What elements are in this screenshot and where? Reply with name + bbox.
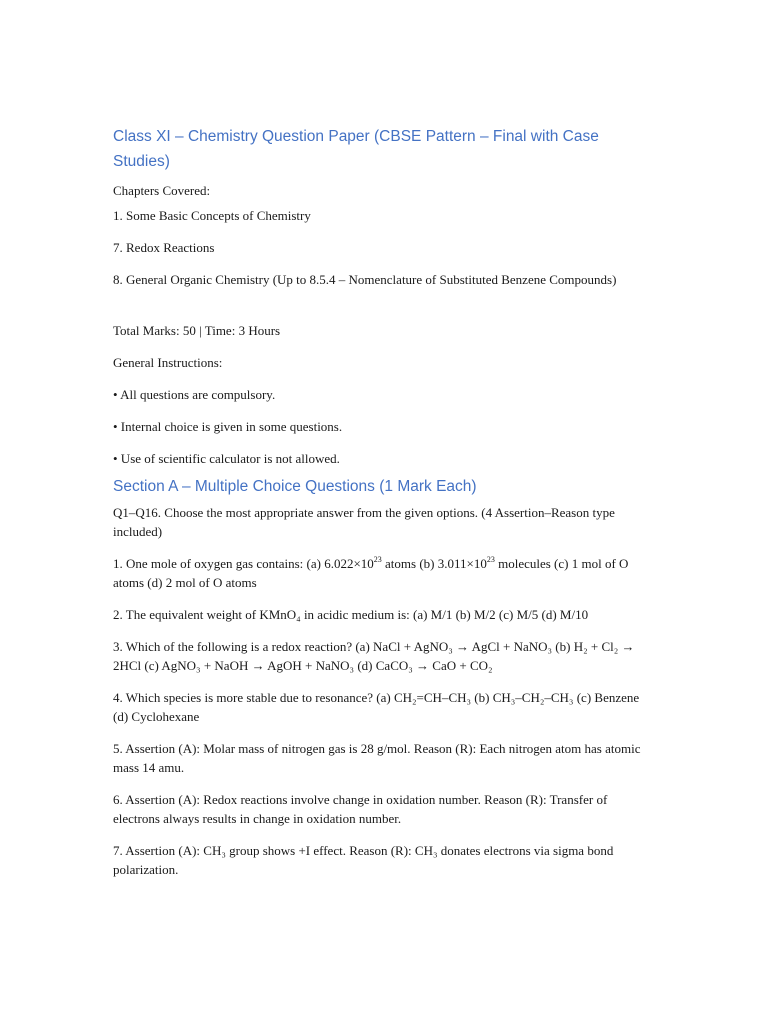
question-7: 7. Assertion (A): CH₃ group shows +I effect. Reason (R): CH₃ donates electrons via sigma bond polarization.: [113, 843, 614, 877]
section-a-intro: Q1–Q16. Choose the most appropriate answer from the given options. (4 Assertion–Reason type included): [113, 505, 615, 539]
question-1-text: atoms (b) 3.011×10: [381, 556, 487, 571]
question-5: 5. Assertion (A): Molar mass of nitrogen gas is 28 g/mol. Reason (R): Each nitrogen atom has atomic mass 14 amu.: [113, 741, 641, 775]
chapter-item: 7. Redox Reactions: [113, 240, 215, 255]
exponent: 23: [373, 555, 382, 564]
document-title: Class XI – Chemistry Question Paper (CBSE Pattern – Final with Case Studies): [113, 128, 599, 170]
section-a-heading: Section A – Multiple Choice Questions (1 Mark Each): [113, 478, 477, 495]
instruction-item: • Use of scientific calculator is not allowed.: [113, 451, 340, 466]
question-6: 6. Assertion (A): Redox reactions involve change in oxidation number. Reason (R): Transfer of electrons always results in change in oxidation number.: [113, 792, 608, 826]
chapter-item: 1. Some Basic Concepts of Chemistry: [113, 208, 311, 223]
question-3: 3. Which of the following is a redox reaction? (a) NaCl + AgNO₃ → AgCl + NaNO₃ (b) H₂ + Cl₂ → 2HCl (c) AgNO₃ + NaOH → AgOH + NaNO₃ (d) CaCO₃ → CaO + CO₂: [113, 639, 635, 673]
document-body: [113, 124, 653, 892]
chapters-heading: Chapters Covered:: [113, 183, 211, 198]
exponent: 23: [486, 555, 495, 564]
instructions-heading: General Instructions:: [113, 355, 223, 370]
marks-time: Total Marks: 50 | Time: 3 Hours: [113, 323, 281, 338]
chapter-item: 8. General Organic Chemistry (Up to 8.5.4 – Nomenclature of Substituted Benzene Compounds): [113, 272, 617, 287]
instruction-item: • All questions are compulsory.: [113, 387, 276, 402]
question-2: 2. The equivalent weight of KMnO₄ in acidic medium is: (a) M/1 (b) M/2 (c) M/5 (d) M/10: [113, 607, 589, 622]
instruction-item: • Internal choice is given in some questions.: [113, 419, 343, 434]
question-1-text: molecules (c) 1 mol of O atoms (d) 2 mol of O atoms: [113, 556, 629, 590]
question-4: 4. Which species is more stable due to resonance? (a) CH₂=CH–CH₃ (b) CH₃–CH₂–CH₃ (c) Benzene (d) Cyclohexane: [113, 690, 640, 724]
question-1-text: 1. One mole of oxygen gas contains: (a) 6.022×10: [113, 556, 374, 571]
question-1: [113, 554, 653, 592]
